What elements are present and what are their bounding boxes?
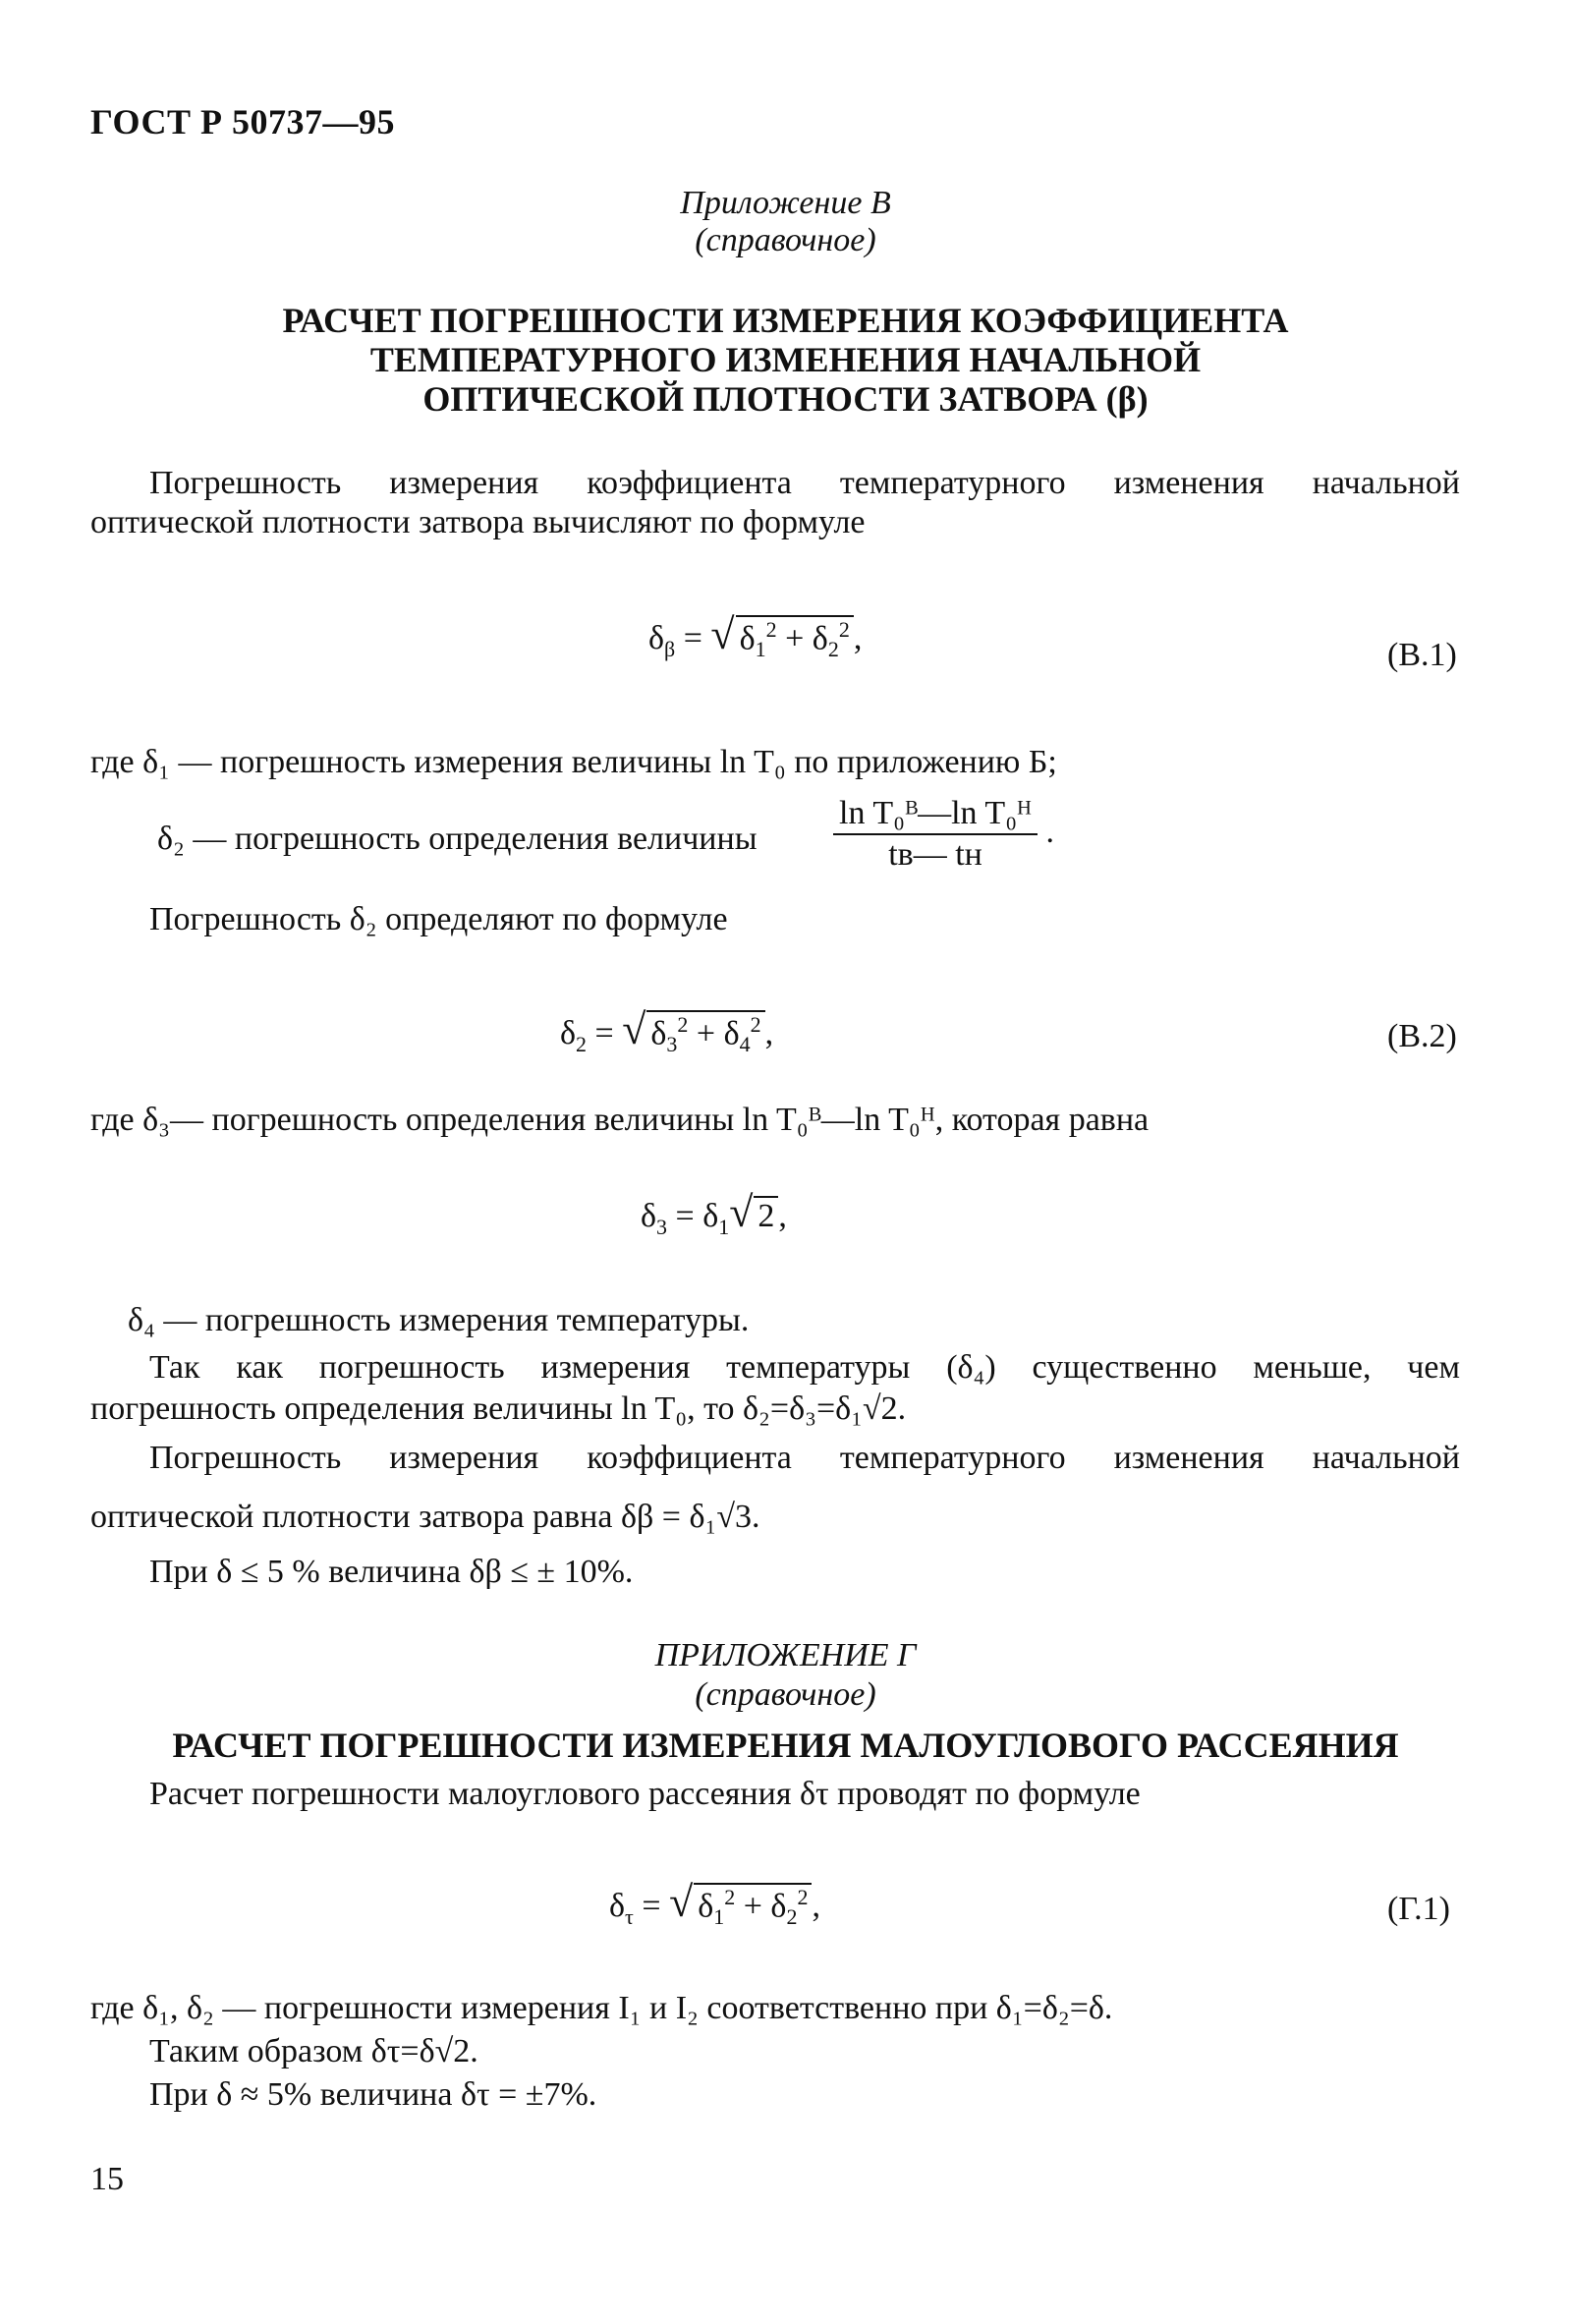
formula-b1: $\delta_\beta$ = √ $\delta_1^2 + \delta_2^2$ , bbox=[648, 610, 863, 661]
formula-g1: $\delta_\tau$ = √ $\delta_1^2 + \delta_2^2$ , bbox=[609, 1878, 820, 1929]
appendix-v-title-line-3: ОПТИЧЕСКОЙ ПЛОТНОСТИ ЗАТВОРА (β) bbox=[422, 379, 1149, 419]
appendix-v-intro-line-1: Погрешность измерения коэффициента температурного изменения начальной bbox=[149, 465, 1460, 501]
appendix-v-when-line: При δ ≤ 5 % величина δβ ≤ ± 10%. bbox=[149, 1554, 634, 1590]
appendix-v-kind: (справочное) bbox=[695, 222, 876, 258]
appendix-g-where-line: где δ₁, δ₂ — погрешности измерения I₁ и I₂ соответственно при δ₁=δ₂=δ. bbox=[90, 1990, 1113, 2026]
appendix-g-thus-line: Таким образом δτ=δ√2. bbox=[149, 2033, 478, 2069]
appendix-g-kind: (справочное) bbox=[695, 1676, 876, 1713]
formula-b2: $\delta_2$ = √ $\delta_3^2 + \delta_4^2$ , bbox=[560, 1005, 774, 1056]
fraction-denominator: tв— tн bbox=[888, 836, 982, 873]
page-number: 15 bbox=[90, 2161, 124, 2197]
result-line-2: оптической плотности затвора равна δβ = δ₁√3. bbox=[90, 1499, 760, 1535]
delta4-definition: δ₄ — погрешность измерения температуры. bbox=[128, 1302, 750, 1338]
formula-b2-number: (В.2) bbox=[1387, 1018, 1457, 1054]
appendix-v-title-line-1: РАСЧЕТ ПОГРЕШНОСТИ ИЗМЕРЕНИЯ КОЭФФИЦИЕНТА bbox=[282, 301, 1289, 340]
where-delta2-text: δ₂ — погрешность определения величины bbox=[157, 821, 757, 857]
delta2-formula-intro: Погрешность δ₂ определяют по формуле bbox=[149, 901, 728, 937]
appendix-v-title-line-2: ТЕМПЕРАТУРНОГО ИЗМЕНЕНИЯ НАЧАЛЬНОЙ bbox=[369, 340, 1202, 379]
appendix-g-title: РАСЧЕТ ПОГРЕШНОСТИ ИЗМЕРЕНИЯ МАЛОУГЛОВОГО РАССЕЯНИЯ bbox=[172, 1726, 1399, 1765]
delta2-fraction: $\frac{\text{ln T₀ᴮ—ln T₀ᴴ}}{tв— tн}$ . bbox=[833, 794, 1054, 875]
since-line-2: погрешность определения величины ln T₀, то δ₂=δ₃=δ₁√2. bbox=[90, 1390, 907, 1427]
formula-delta3: $\delta_3 = \delta_1√$ 2 , bbox=[641, 1188, 787, 1239]
result-line-1: Погрешность измерения коэффициента температурного изменения начальной bbox=[149, 1440, 1460, 1476]
formula-b1-number: (В.1) bbox=[1387, 637, 1457, 673]
where-delta1-line: где δ₁ — погрешность измерения величины ln T₀ по приложению Б; bbox=[90, 744, 1057, 780]
formula-g1-number: (Г.1) bbox=[1387, 1891, 1450, 1927]
appendix-v-label: Приложение В bbox=[680, 185, 891, 221]
appendix-g-when-line: При δ ≈ 5% величина δτ = ±7%. bbox=[149, 2076, 597, 2113]
appendix-g-intro: Расчет погрешности малоуглового рассеяния δτ проводят по формуле bbox=[149, 1776, 1141, 1812]
appendix-g-label: ПРИЛОЖЕНИЕ Г bbox=[654, 1637, 917, 1673]
document-id: ГОСТ Р 50737—95 bbox=[90, 102, 395, 142]
fraction-numerator: ln T₀ᴮ—ln T₀ᴴ bbox=[833, 794, 1038, 835]
appendix-v-intro-line-2: оптической плотности затвора вычисляют по формуле bbox=[90, 504, 866, 540]
since-line-1: Так как погрешность измерения температуры (δ₄) существенно меньше, чем bbox=[149, 1349, 1460, 1386]
where-delta3-line: где δ₃— погрешность определения величины ln T₀ᴮ—ln T₀ᴴ, которая равна bbox=[90, 1102, 1150, 1138]
